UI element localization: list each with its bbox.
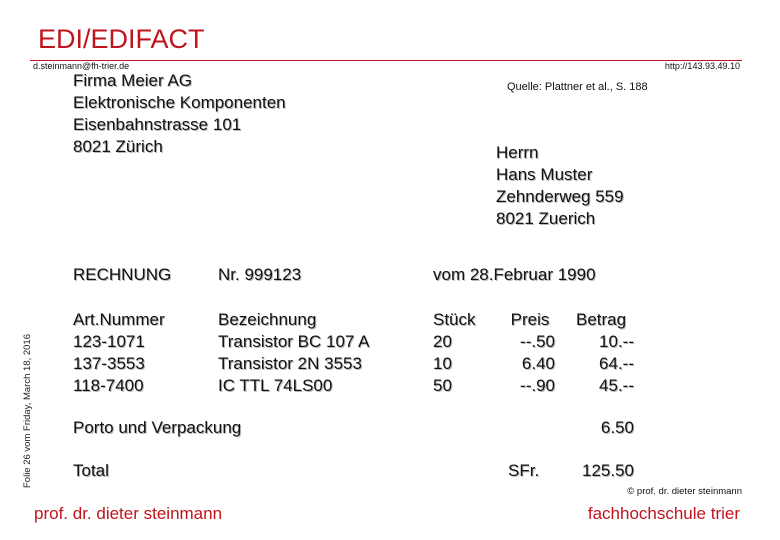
table-cell: 50	[433, 376, 452, 395]
table-cell: --.90	[520, 376, 555, 395]
recipient-line: Zehnderweg 559	[496, 187, 624, 206]
slide-title: EDI/EDIFACT	[38, 24, 205, 54]
table-cell: 10.--	[599, 332, 634, 351]
invoice-label: RECHNUNG	[73, 265, 172, 284]
table-cell: 137-3553	[73, 354, 145, 373]
footer-institution: fachhochschule trier	[587, 504, 740, 523]
header-divider	[30, 60, 742, 61]
column-amount	[576, 309, 634, 397]
table-header-price: Preis	[510, 310, 550, 329]
total-currency: SFr.	[508, 461, 540, 480]
recipient-address	[496, 142, 624, 230]
table-header-article: Art.Nummer	[73, 310, 165, 329]
table-cell: 123-1071	[73, 332, 145, 351]
sender-line: Elektronische Komponenten	[73, 93, 286, 112]
copyright-notice: © prof. dr. dieter steinmann	[627, 486, 742, 497]
column-price	[505, 309, 555, 397]
sender-line: Eisenbahnstrasse 101	[73, 115, 242, 134]
table-cell: 64.--	[599, 354, 634, 373]
table-cell: 20	[433, 332, 452, 351]
table-cell: Transistor 2N 3553	[218, 354, 362, 373]
column-description	[218, 309, 370, 397]
recipient-line: Herrn	[496, 143, 539, 162]
recipient-line: 8021 Zuerich	[496, 209, 596, 228]
shipping-label: Porto und Verpackung	[73, 418, 242, 437]
table-header-amount: Betrag	[576, 310, 627, 329]
table-header-description: Bezeichnung	[218, 310, 317, 329]
author-email: d.steinmann@fh-trier.de	[33, 61, 130, 71]
table-cell: IC TTL 74LS00	[218, 376, 333, 395]
invoice-number: Nr. 999123	[218, 265, 302, 284]
total-amount: 125.50	[582, 461, 634, 480]
slide-info-vertical: Folie 26 vom Friday, March 18, 2016	[22, 333, 33, 488]
table-cell: 118-7400	[73, 376, 144, 395]
column-article-number	[73, 309, 165, 397]
column-quantity	[433, 309, 476, 397]
table-cell: Transistor BC 107 A	[218, 332, 370, 351]
table-cell: 6.40	[521, 354, 555, 373]
shipping-amount: 6.50	[600, 418, 634, 437]
sender-address	[73, 70, 286, 158]
invoice-date: vom 28.Februar 1990	[433, 265, 596, 284]
total-label: Total	[73, 461, 109, 480]
sender-line: 8021 Zürich	[73, 137, 163, 156]
source-citation: Quelle: Plattner et al., S. 188	[507, 81, 648, 93]
table-cell: 45.--	[599, 376, 634, 395]
table-header-quantity: Stück	[433, 310, 476, 329]
table-cell: --.50	[520, 332, 555, 351]
footer-author: prof. dr. dieter steinmann	[34, 504, 223, 523]
table-cell: 10	[433, 354, 452, 373]
recipient-line: Hans Muster	[496, 165, 593, 184]
header-url: http://143.93.49.10	[664, 61, 740, 71]
sender-line: Firma Meier AG	[73, 71, 193, 90]
